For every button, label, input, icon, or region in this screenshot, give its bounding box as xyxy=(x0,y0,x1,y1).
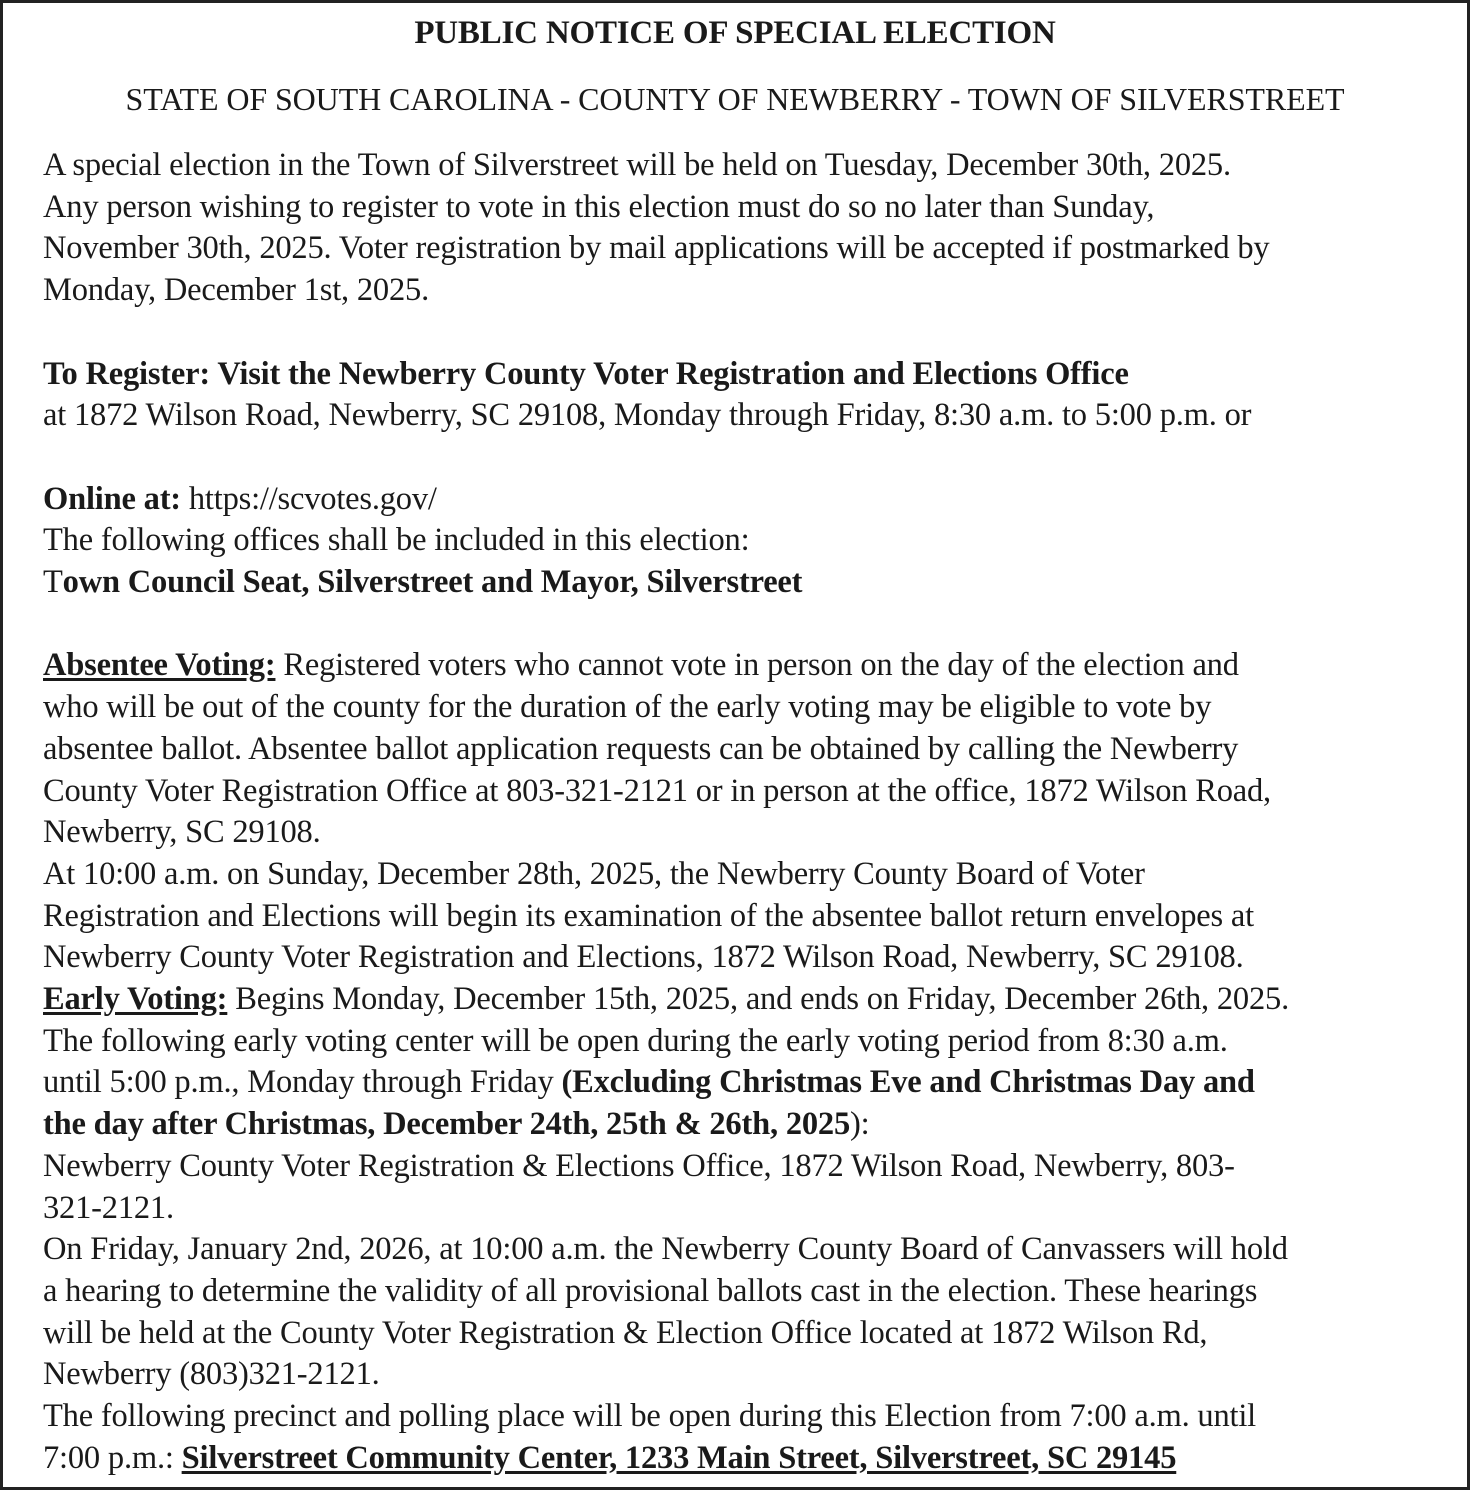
spacer xyxy=(43,312,1438,354)
polling-line: The following precinct and polling place will be open during this Election from 7:00 a.m. until xyxy=(43,1398,1257,1435)
offices-first-letter: T xyxy=(43,564,63,600)
offices-intro: The following offices shall be included in this election: xyxy=(43,522,750,559)
absentee-line: Newberry, SC 29108. xyxy=(43,814,321,851)
offices-list xyxy=(43,562,1438,604)
spacer xyxy=(43,437,1438,479)
absentee-label: Absentee Voting: xyxy=(43,647,276,684)
hearing-line: a hearing to determine the validity of all provisional ballots cast in the election. These hearings xyxy=(43,1272,1258,1309)
hearing-line: On Friday, January 2nd, 2026, at 10:00 a.m. the Newberry County Board of Canvassers will hold xyxy=(43,1231,1288,1268)
offices-list-text: own Council Seat, Silverstreet and Mayor, Silverstreet xyxy=(62,564,803,600)
intro-line: Monday, December 1st, 2025. xyxy=(43,272,430,309)
hearing-line: will be held at the County Voter Registration & Election Office located at 1872 Wilson Rd, xyxy=(43,1314,1208,1351)
online-label: Online at: xyxy=(43,480,181,517)
online-url: https://scvotes.gov/ xyxy=(180,480,437,517)
absentee-line: County Voter Registration Office at 803-321-2121 or in person at the office, 1872 Wilson Road, xyxy=(43,772,1271,809)
polling-location: Silverstreet Community Center, 1233 Main Street, Silverstreet, SC 29145 xyxy=(181,1439,1177,1476)
early-voting-line: The following early voting center will be open during the early voting period from 8:30 a.m. xyxy=(43,1022,1228,1059)
intro-line: A special election in the Town of Silverstreet will be held on Tuesday, December 30th, 2025. xyxy=(43,147,1231,183)
early-voting-line: Early Voting: Begins Monday, December 15th, 2025, and ends on Friday, December 26th, 2025. xyxy=(43,981,1289,1018)
register-heading: To Register: Visit the Newberry County Voter Registration and Elections Office xyxy=(43,355,1129,392)
absentee-line: who will be out of the county for the duration of the early voting may be eligible to vote by xyxy=(43,689,1212,726)
early-voting-line: until 5:00 p.m., Monday through Friday (Excluding Christmas Eve and Christmas Day and xyxy=(43,1064,1255,1101)
spacer xyxy=(43,604,1438,646)
hearing-line: Newberry (803)321-2121. xyxy=(43,1356,380,1393)
polling-line: 7:00 p.m.: Silverstreet Community Center, 1233 Main Street, Silverstreet, SC 29145 xyxy=(43,1439,1177,1476)
register-details: at 1872 Wilson Road, Newberry, SC 29108, Monday through Friday, 8:30 a.m. to 5:00 p.m. or xyxy=(43,397,1252,434)
examination-line: Newberry County Voter Registration and Elections, 1872 Wilson Road, Newberry, SC 29108. xyxy=(43,939,1244,976)
early-center-line: Newberry County Voter Registration & Elections Office, 1872 Wilson Road, Newberry, 803- xyxy=(43,1147,1235,1184)
notice-body xyxy=(43,145,1438,1479)
early-voting-line: the day after Christmas, December 24th, 25th & 26th, 2025): xyxy=(43,1106,870,1143)
intro-line: Any person wishing to register to vote in this election must do so no later than Sunday, xyxy=(43,188,1155,225)
online-line xyxy=(43,479,1438,521)
absentee-line: absentee ballot. Absentee ballot application requests can be obtained by calling the Newberry xyxy=(43,730,1239,767)
intro-line: November 30th, 2025. Voter registration by mail applications will be accepted if postmarked by xyxy=(43,230,1270,267)
early-center-line: 321-2121. xyxy=(43,1189,174,1226)
absentee-line: Absentee Voting: Registered voters who cannot vote in person on the day of the election and xyxy=(43,647,1239,684)
notice-title: PUBLIC NOTICE OF SPECIAL ELECTION xyxy=(414,15,1056,51)
early-voting-label: Early Voting: xyxy=(43,981,228,1018)
examination-line: At 10:00 a.m. on Sunday, December 28th, 2025, the Newberry County Board of Voter xyxy=(43,855,1145,892)
notice-subtitle: STATE OF SOUTH CAROLINA - COUNTY OF NEWBERRY - TOWN OF SILVERSTREET xyxy=(125,81,1345,117)
examination-line: Registration and Elections will begin its examination of the absentee ballot return envelopes at xyxy=(43,897,1254,934)
